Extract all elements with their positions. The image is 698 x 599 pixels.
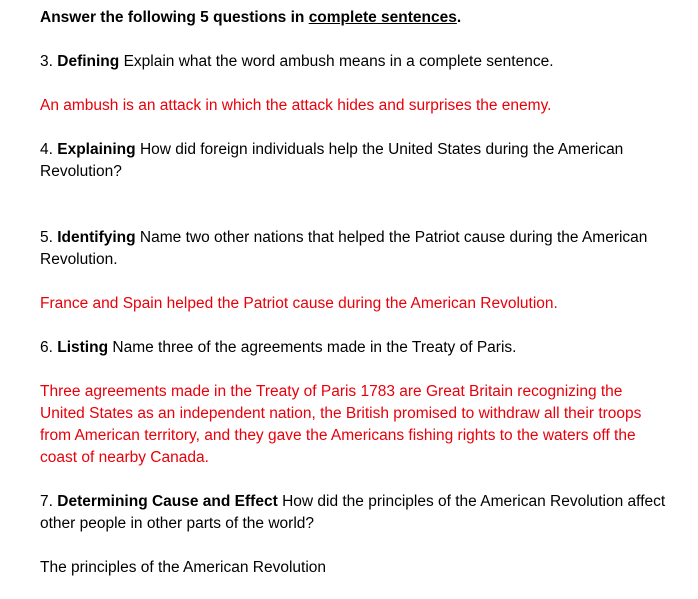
- answer-7[interactable]: The principles of the American Revolution: [40, 559, 327, 576]
- answer-5[interactable]: France and Spain helped the Patriot cause during the American Revolution.: [40, 295, 558, 312]
- instructions-underlined: complete sentences: [308, 9, 457, 26]
- question-number: 3.: [40, 53, 53, 70]
- question-5: [40, 227, 668, 271]
- question-text: Name two other nations that helped the Patriot cause during the American Revolution.: [40, 229, 648, 268]
- instructions-heading: [40, 7, 668, 29]
- question-text: How did foreign individuals help the United States during the American Revolution?: [40, 141, 624, 180]
- answer-6[interactable]: Three agreements made in the Treaty of Paris 1783 are Great Britain recognizing the United States as an independent nation, the British promised to withdraw all their troops from American territory, and they gave the Americans fishing rights to the waters off the coast of nearby Canada.: [40, 383, 642, 466]
- question-number: 7.: [40, 493, 53, 510]
- question-6: [40, 337, 668, 359]
- question-number: 4.: [40, 141, 53, 158]
- question-keyword: Identifying: [57, 229, 136, 246]
- question-text: Explain what the word ambush means in a complete sentence.: [123, 53, 554, 70]
- instructions-prefix: Answer the following 5 questions in: [40, 9, 309, 26]
- question-keyword: Explaining: [57, 141, 136, 158]
- question-7: [40, 491, 668, 535]
- question-number: 6.: [40, 339, 53, 356]
- question-3: [40, 51, 668, 73]
- instructions-suffix: .: [456, 9, 462, 26]
- answer-3[interactable]: An ambush is an attack in which the attack hides and surprises the enemy.: [40, 97, 552, 114]
- question-4: [40, 139, 668, 183]
- question-keyword: Listing: [57, 339, 109, 356]
- question-number: 5.: [40, 229, 53, 246]
- question-keyword: Defining: [57, 53, 120, 70]
- question-text: Name three of the agreements made in the Treaty of Paris.: [112, 339, 517, 356]
- question-keyword: Determining Cause and Effect: [57, 493, 278, 510]
- question-text: How did the principles of the American Revolution affect other people in other parts of the world?: [40, 493, 666, 532]
